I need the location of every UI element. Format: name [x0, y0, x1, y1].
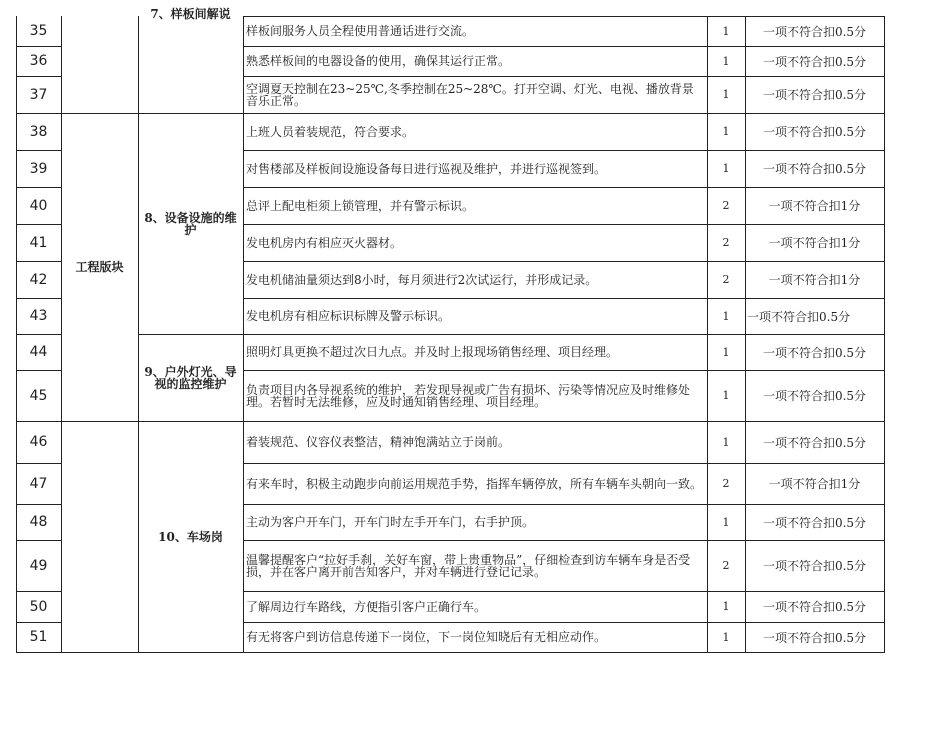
check-item-description: 发电机储油量须达到8小时，每月须进行2次试运行，并形成记录。	[246, 272, 598, 287]
grid-line	[16, 652, 885, 653]
score-value: 2	[722, 559, 730, 572]
score-value: 1	[722, 125, 730, 138]
deduction-rule: 一项不符合扣0.5分	[762, 345, 867, 360]
score-value: 1	[722, 600, 730, 613]
row-number: 45	[29, 387, 48, 404]
row-number: 44	[29, 344, 48, 360]
check-item-description: 对售楼部及样板间设施设备每日进行巡视及维护，并进行巡视签到。	[246, 161, 607, 176]
score-value: 1	[722, 389, 730, 402]
score-value: 1	[722, 162, 730, 175]
check-item-description: 上班人员着装规范，符合要求。	[246, 124, 415, 139]
row-number: 39	[29, 160, 48, 177]
deduction-rule: 一项不符合扣0.5分	[747, 309, 851, 324]
row-number: 51	[29, 629, 48, 645]
score-value: 1	[722, 309, 730, 323]
row-number: 46	[29, 434, 48, 450]
check-item-description: 熟悉样板间的电器设备的使用，确保其运行正常。	[246, 54, 511, 68]
score-value: 1	[722, 54, 730, 68]
check-item-description: 主动为客户开车门，开车门时左手开车门，右手护顶。	[246, 515, 535, 529]
subsection-label: 10、车场岗	[158, 529, 223, 544]
check-item-description: 温馨提醒客户“拉好手刹，关好车窗，带上贵重物品”，仔细检查到访车辆车身是否受损，并在客户离开前告知客户，并对车辆进行登记记录。	[246, 552, 691, 579]
subsection-label: 8、设备设施的维护	[144, 210, 237, 237]
check-item-description: 发电机房内有相应灭火器材。	[246, 235, 403, 250]
block-label: 工程版块	[75, 260, 124, 274]
subsection-label: 7、样板间解说	[150, 7, 231, 21]
check-item-description: 总评上配电柜须上锁管理，并有警示标识。	[246, 198, 475, 213]
deduction-rule: 一项不符合扣0.5分	[762, 125, 867, 139]
subsection-label: 9、户外灯光、导视的监控维护	[144, 364, 237, 391]
row-number: 43	[29, 308, 48, 324]
check-item-description: 有来车时，积极主动跑步向前运用规范手势，指挥车辆停放，所有车辆车头朝向一致。	[246, 476, 703, 491]
deduction-rule: 一项不符合扣0.5分	[762, 559, 867, 573]
check-item-description: 有无将客户到访信息传递下一岗位，下一岗位知晓后有无相应动作。	[246, 630, 607, 644]
score-value: 2	[722, 477, 730, 490]
deduction-rule: 一项不符合扣1分	[768, 199, 861, 213]
score-value: 1	[722, 435, 730, 449]
deduction-rule: 一项不符合扣0.5分	[762, 88, 867, 102]
deduction-rule: 一项不符合扣0.5分	[762, 600, 867, 614]
row-number: 37	[29, 86, 48, 103]
deduction-rule: 一项不符合扣0.5分	[762, 389, 867, 403]
score-value: 2	[722, 199, 730, 212]
deduction-rule: 一项不符合扣0.5分	[762, 515, 867, 530]
score-value: 1	[722, 88, 730, 101]
row-number: 49	[29, 557, 48, 574]
deduction-rule: 一项不符合扣1分	[768, 236, 861, 250]
check-item-description: 照明灯具更换不超过次日九点。并及时上报现场销售经理、项目经理。	[246, 345, 619, 359]
score-value: 2	[722, 273, 730, 286]
score-value: 1	[722, 515, 730, 529]
check-item-description: 发电机房有相应标识标牌及警示标识。	[246, 309, 451, 323]
score-value: 1	[722, 345, 730, 359]
row-number: 35	[29, 23, 48, 39]
deduction-rule: 一项不符合扣0.5分	[762, 435, 867, 450]
check-item-description: 着装规范、仪容仪表整洁，精神饱满站立于岗前。	[246, 435, 511, 449]
row-number: 48	[29, 514, 48, 530]
check-item-description: 样板间服务人员全程使用普通话进行交流。	[246, 24, 475, 38]
check-item-description: 空调夏天控制在23~25℃,冬季控制在25~28℃。打开空调、灯光、电视、播放背景音乐正常。	[246, 81, 694, 108]
deduction-rule: 一项不符合扣0.5分	[762, 162, 867, 176]
score-value: 1	[722, 630, 730, 644]
row-number: 40	[29, 197, 48, 214]
row-number: 36	[29, 53, 48, 69]
row-number: 42	[29, 271, 48, 288]
row-number: 47	[29, 475, 48, 492]
score-value: 1	[722, 24, 730, 38]
row-number: 38	[29, 123, 48, 140]
check-item-description: 负责项目内各导视系统的维护，若发现导视或广告有损坏、污染等情况应及时维修处理。若暂时无法维修，应及时通知销售经理、项目经理。	[246, 382, 691, 409]
check-item-description: 了解周边行车路线，方便指引客户正确行车。	[246, 599, 487, 614]
deduction-rule: 一项不符合扣1分	[768, 273, 861, 287]
deduction-rule: 一项不符合扣0.5分	[762, 24, 867, 39]
deduction-rule: 一项不符合扣0.5分	[762, 54, 867, 69]
row-number: 50	[29, 598, 48, 615]
deduction-rule: 一项不符合扣0.5分	[762, 630, 867, 645]
score-value: 2	[722, 236, 730, 249]
row-number: 41	[29, 234, 48, 251]
deduction-rule: 一项不符合扣1分	[768, 477, 861, 491]
